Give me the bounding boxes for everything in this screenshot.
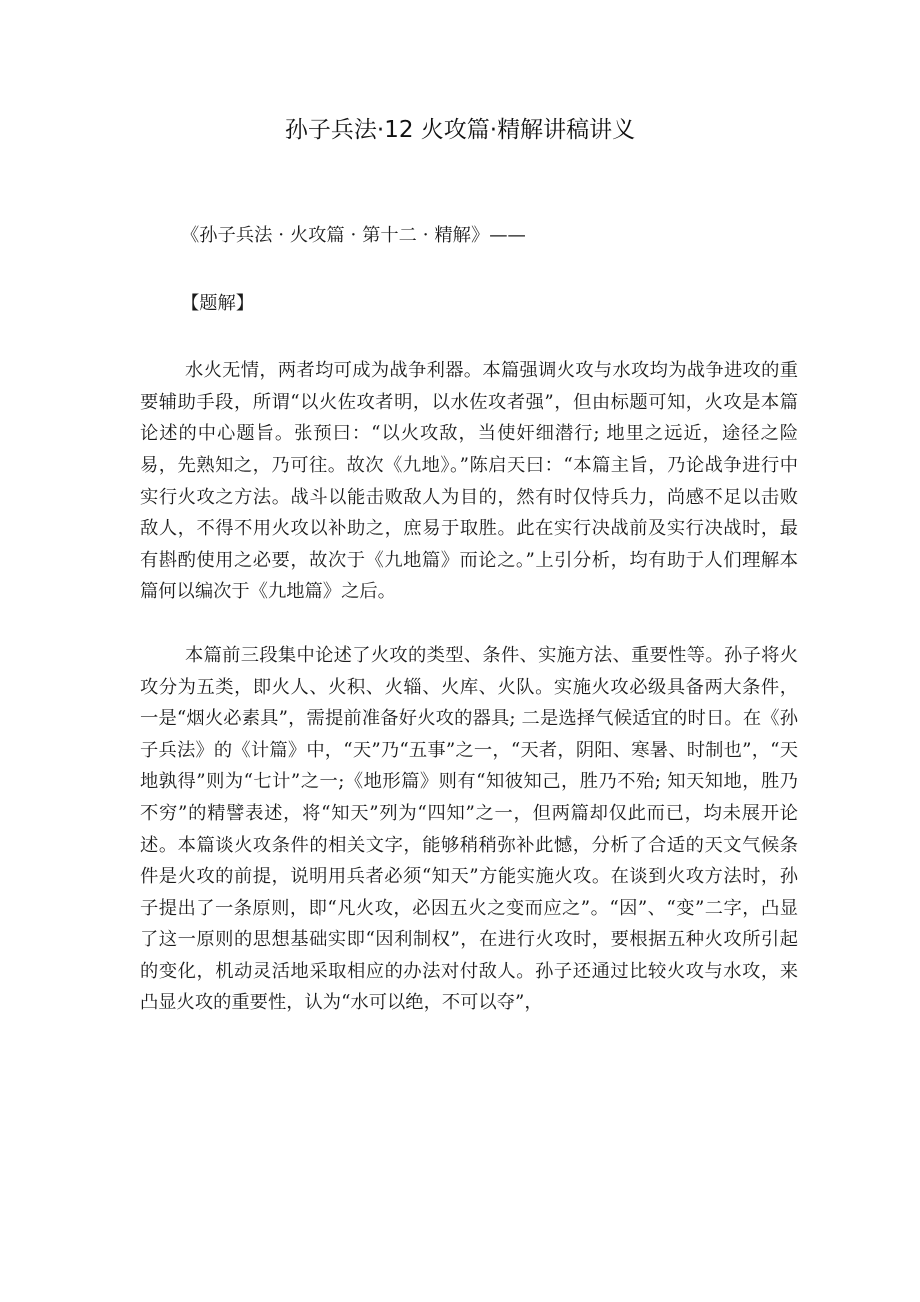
document-subtitle: 《孙子兵法 · 火攻篇 · 第十二 · 精解》—— [181,225,526,246]
document-body [140,220,798,1019]
paragraph-2: 本篇前三段集中论述了火攻的类型、条件、实施方法、重要性等。孙子将火攻分为五类，即火人、火积、火辎、火库、火队。实施火攻必级具备两大条件，一是“烟火必素具”，需提前准备好火攻的器具; 二是选择气候适宜的时日。在《孙子兵法》的《计篇》中，“天”乃“五事”之一，“天者，阴阳、寒暑、时制也”，“天地孰得”则为“七计”之一;《地形篇》则有“知彼知己，胜乃不殆; 知天知地，胜乃不穷”的精譬表述，将“知天”列为“四知”之一，但两篇却仅此而已，均未展开论述。本篇谈火攻条件的相关文字，能够稍稍弥补此憾，分析了合适的天文气候条件是火攻的前提，说明用兵者必须“知天”方能实施火攻。在谈到火攻方法时，孙子提出了一条原则，即“凡火攻，必因五火之变而应之”。“因”、“变”二字，凸显了这一原则的思想基础实即“因利制权”，在进行火攻时，要根据五种火攻所引起的变化，机动灵活地采取相应的办法对付敌人。孙子还通过比较火攻与水攻，来凸显火攻的重要性，认为“水可以绝，不可以夺”， [140,644,798,1014]
paragraph-1: 水火无情，两者均可成为战争利器。本篇强调火攻与水攻均为战争进攻的重要辅助手段，所谓“以火佐攻者明，以水佐攻者强”，但由标题可知，火攻是本篇论述的中心题旨。张预曰：“以火攻敌，当使奸细潜行; 地里之远近，途径之险易，先熟知之，乃可往。故次《九地》。”陈启天曰：“本篇主旨，乃论战争进行中实行火攻之方法。战斗以能击败敌人为目的，然有时仅恃兵力，尚感不足以击败敌人，不得不用火攻以补助之，庶易于取胜。此在实行决战前及实行决战时，最有斟酌使用之必要，故次于《九地篇》而论之。”上引分析，均有助于人们理解本篇何以编次于《九地篇》之后。 [140,360,798,603]
section-heading: 【题解】 [181,292,255,314]
document-title: 孙子兵法·12 火攻篇·精解讲稿讲义 [284,117,636,143]
